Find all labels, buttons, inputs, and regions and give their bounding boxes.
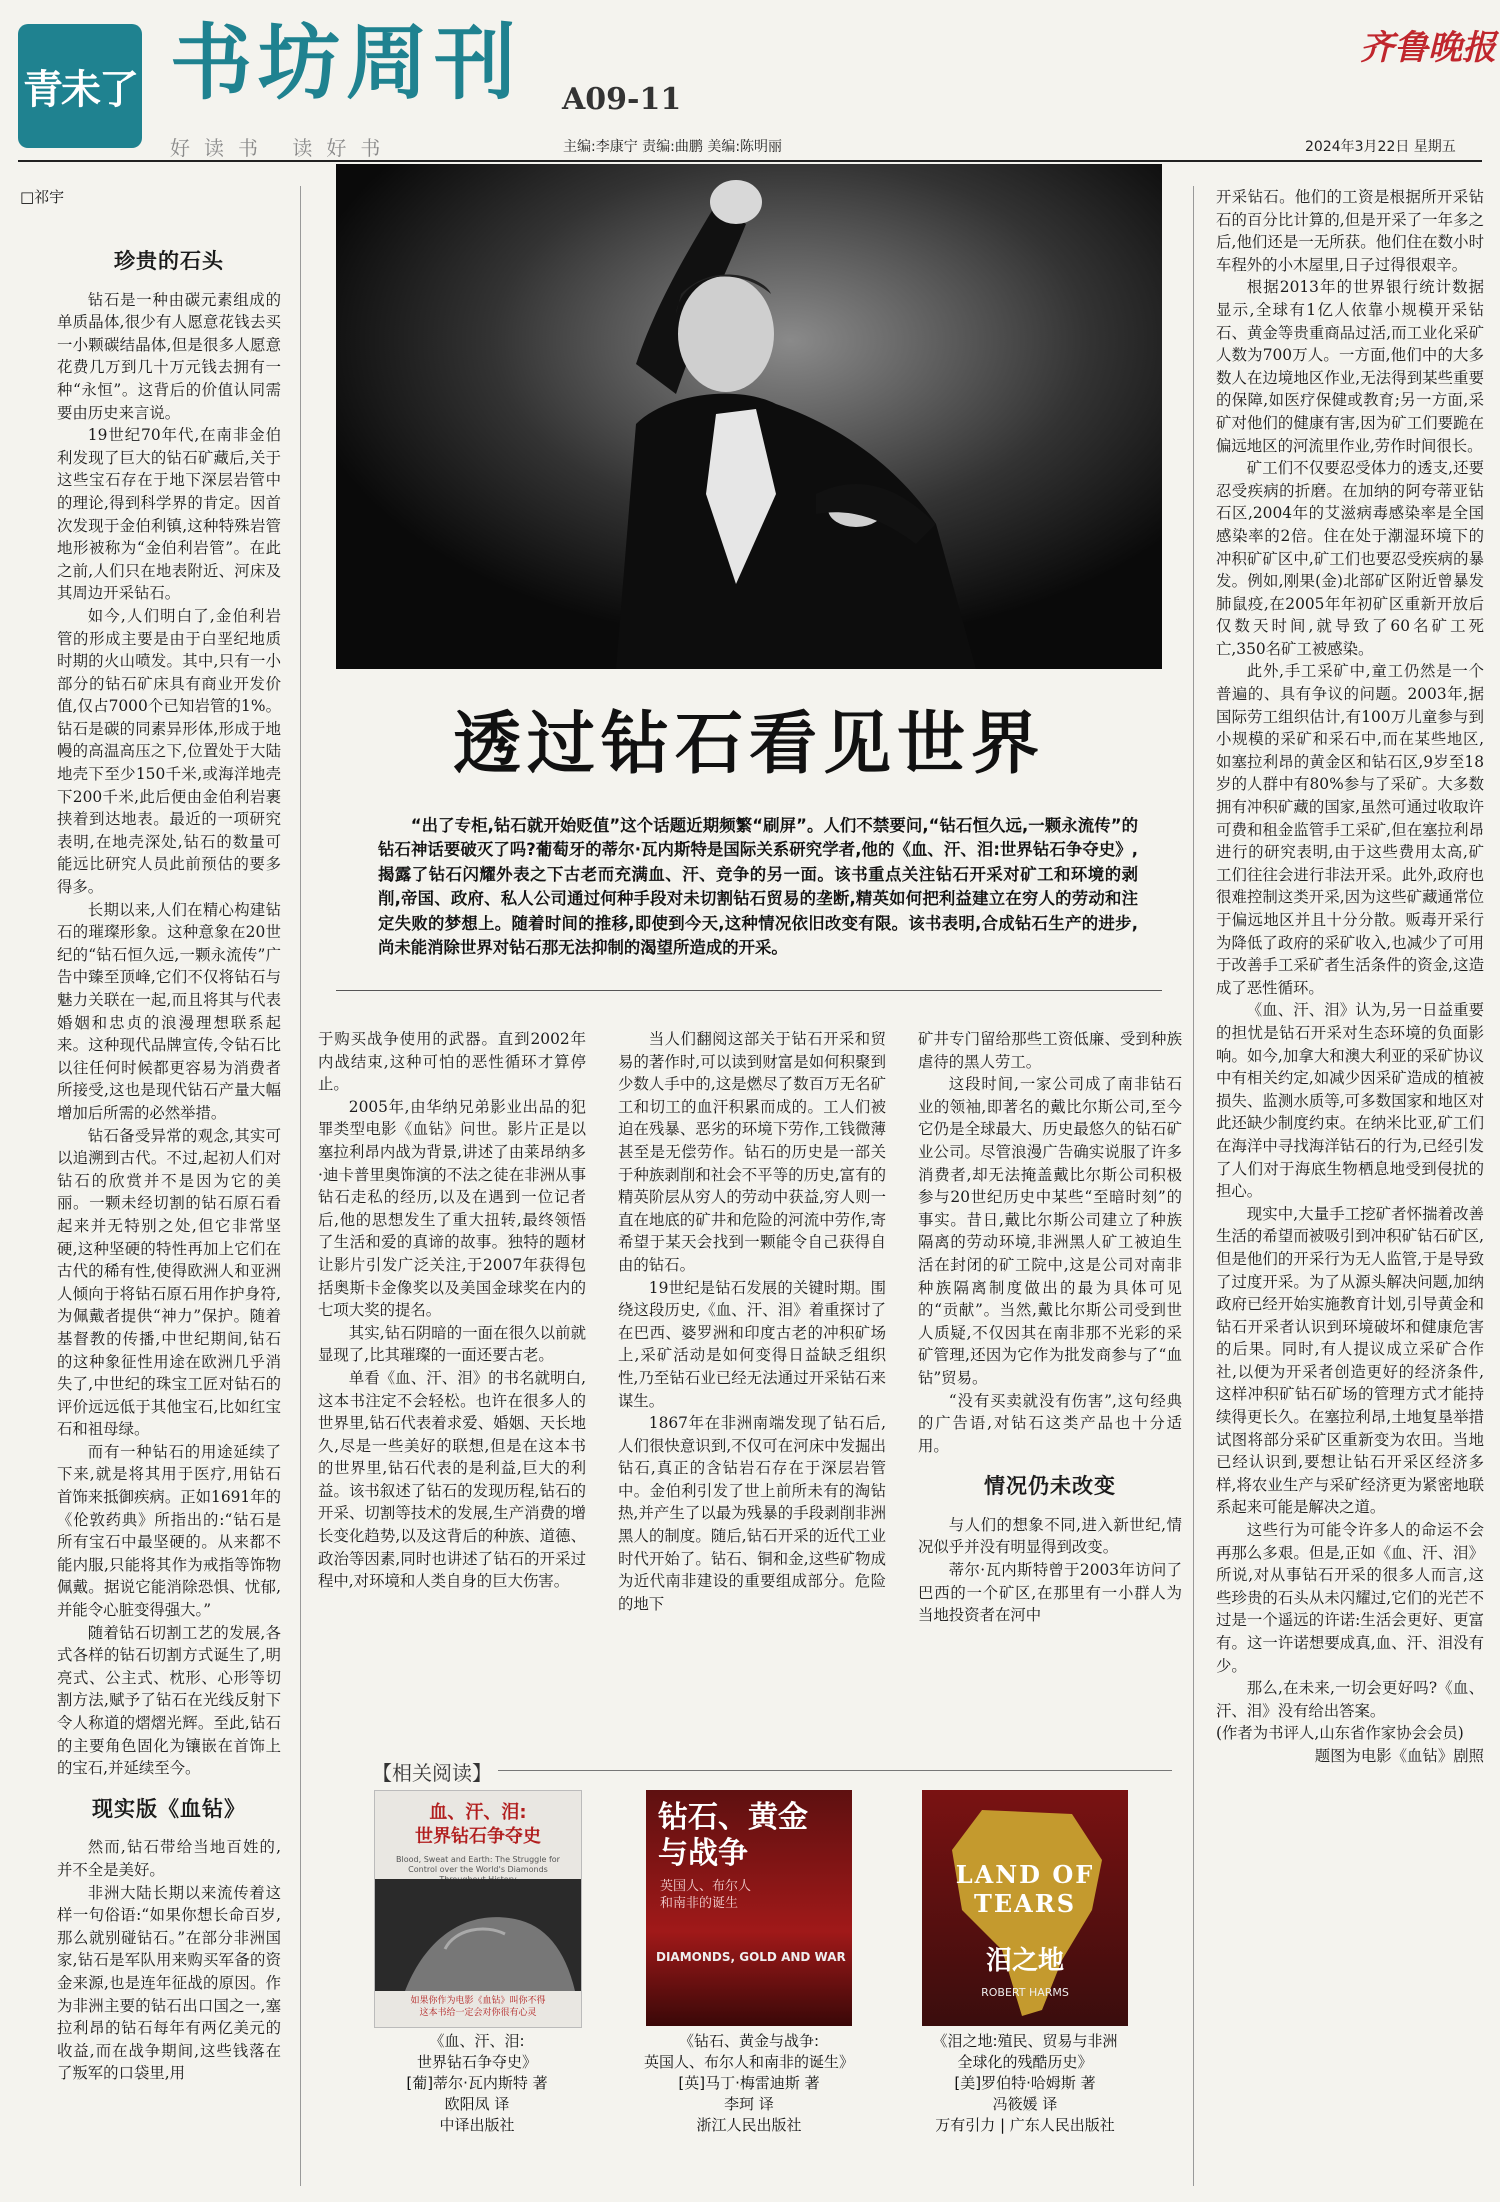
paragraph: “没有买卖就没有伤害”,这句经典的广告语,对钻石这类产品也十分适用。	[918, 1391, 1182, 1455]
photo-credit: 题图为电影《血钻》剧照	[1314, 1746, 1484, 1765]
related-reading-label: 【相关阅读】	[372, 1757, 498, 1786]
caption-line: 全球化的残酷历史》	[957, 2053, 1093, 2071]
caption-line: 《血、汗、泪:	[429, 2032, 525, 2050]
paragraph: 钻石备受异常的观念,其实可以追溯到古代。不过,起初人们对钻石的欣赏并不是因为它的美丽。一颗未经切割的钻石原石看起来并无特别之处,但它非常坚硬,这种坚硬的特性再加上它们在古代的稀有性,使得欧洲人和亚洲人倾向于将钻石原石用作护身符,为佩戴者提供“神力”保护。随着基督教的传播,中世纪期间,钻石的这种象征性用途在欧洲几乎消失了,中世纪的珠宝工匠对钻石的评价远远低于其他宝石,比如红宝石和祖母绿。	[57, 1126, 281, 1439]
subheading-unchanged: 情况仍未改变	[984, 1473, 1116, 1499]
article-column-5	[1216, 186, 1484, 1768]
caption-line: 欧阳凤 译	[444, 2095, 510, 2113]
paragraph: 开采钻石。他们的工资是根据所开采钻石的百分比计算的,但是开采了一年多之后,他们还是一无所获。他们住在数小时车程外的小木屋里,日子过得很艰辛。	[1216, 188, 1484, 274]
article-column-3	[618, 1028, 886, 1615]
paragraph: 如今,人们明白了,金伯利岩管的形成主要是由于白垩纪地质时期的火山喷发。其中,只有一小部分的钻石矿床具有商业开发价值,仅占7000个已知岩管的1%。钻石是碳的同素异形体,形成于地幔的高温高压之下,位置处于大陆地壳下至少150千米,或海洋地壳下200千米,此后便由金伯利岩裹挟着到达地表。最近的一项研究表明,在地壳深处,钻石的数量可能远比研究人员此前预估的要多得多。	[57, 606, 281, 897]
book-caption-3	[895, 2031, 1155, 2136]
paragraph: 其实,钻石阴暗的一面在很久以前就显现了,比其璀璨的一面还要古老。	[318, 1323, 586, 1365]
book-cover-title: 血、汗、泪: 世界钻石争夺史	[415, 1802, 541, 1847]
column-divider	[1193, 186, 1194, 2186]
paragraph: 此外,手工采矿中,童工仍然是一个普遍的、具有争议的问题。2003年,据国际劳工组织估计,有100万儿童参与到小规模的采矿和采石中,而在某些地区,如塞拉利昂的黄金区和钻石区,9岁至18岁的人群中有80%参与了采矿。大多数拥有冲积矿藏的国家,虽然可通过收取许可费和租金监管手工采矿,但在塞拉利昂进行的研究表明,由于这些费用太高,矿工们往往会进行非法开采。此外,政府也很难控制这类开采,因为这些矿藏通常位于偏远地区并且十分分散。贩毒开采行为降低了政府的采矿收入,也减少了可用于改善手工采矿者生活条件的资金,这造成了恶性循环。	[1216, 662, 1484, 997]
book-cover-2	[646, 1790, 852, 2026]
caption-line: 李珂 译	[724, 2095, 774, 2113]
caption-line: [葡]蒂尔·瓦内斯特 著	[406, 2074, 548, 2092]
caption-line: 万有引力 | 广东人民出版社	[935, 2116, 1115, 2134]
article-column-2	[318, 1028, 586, 1593]
paragraph: 那么,在未来,一切会更好吗?《血、汗、泪》没有给出答案。	[1216, 1679, 1484, 1720]
caption-line: 冯筱媛 译	[992, 2095, 1058, 2113]
book-cover-title: 钻石、黄金 与战争	[658, 1800, 808, 1871]
paragraph: 与人们的想象不同,进入新世纪,情况似乎并没有明显得到改变。	[918, 1515, 1182, 1557]
column-divider	[300, 186, 301, 2186]
paragraph: 1867年在非洲南端发现了钻石后,人们很快意识到,不仅可在河床中发掘出钻石,真正的含钻岩石存在于深层岩管中。金伯利引发了世上前所未有的淘钻热,并产生了以最为残暴的手段剥削非洲黑人的制度。随后,钻石开采的近代工业时代开始了。钻石、铜和金,这些矿物成为近代南非建设的重要组成部分。危险的地下	[618, 1414, 886, 1613]
paragraph: 蒂尔·瓦内斯特曾于2003年访问了巴西的一个矿区,在那里有一小群人为当地投资者在河中	[918, 1561, 1182, 1625]
author-byline: □祁宇	[20, 188, 65, 206]
conductor-figure-icon	[336, 164, 1162, 669]
paragraph: 钻石是一种由碳元素组成的单质晶体,很少有人愿意花钱去买一小颗碳结晶体,但是很多人愿意花费几万到几十万元钱去拥有一种“永恒”。这背后的价值认同需要由历史来言说。	[57, 290, 281, 422]
lead-paragraph: “出了专柜,钻石就开始贬值”这个话题近期频繁“刷屏”。人们不禁要问,“钻石恒久远,一颗永流传”的钻石神话要破灭了吗?葡萄牙的蒂尔·瓦内斯特是国际关系研究学者,他的《血、汗、泪:世界钻石争夺史》,揭露了钻石闪耀外表之下古老而充满血、汗、竞争的另一面。该书重点关注钻石开采对矿工和环境的剥削,帝国、政府、私人公司通过何种手段对未切割钻石贸易的垄断,精英如何把利益建立在穷人的劳动和注定失败的梦想上。随着时间的推移,即使到今天,这种情况依旧改变有限。该书表明,合成钻石生产的进步,尚未能消除世界对钻石那无法抑制的渴望所造成的开采。	[378, 816, 1138, 958]
issue-date: 2024年3月22日 星期五	[1305, 139, 1456, 155]
paragraph: 根据2013年的世界银行统计数据显示,全球有1亿人依靠小规模开采钻石、黄金等贵重商品过活,而工业化采矿人数为700万人。一方面,他们中的大多数人在边境地区作业,无法得到某些重要的保障,如医疗保健或教育;另一方面,采矿对他们的健康有害,因为矿工们要跪在偏远地区的河流里作业,劳作时间很长。	[1216, 278, 1484, 455]
book-caption-2	[619, 2031, 879, 2136]
paragraph: 非洲大陆长期以来流传着这样一句俗语:“如果你想长命百岁,那么就别碰钻石。”在部分非洲国家,钻石是军队用来购买军备的资金来源,也是连年征战的原因。作为非洲主要的钻石出口国之一,塞拉利昂的钻石每年有两亿美元的收益,而在战争期间,这些钱落在了叛军的口袋里,用	[57, 1883, 281, 2083]
paragraph: 矿井专门留给那些工资低廉、受到种族虐待的黑人劳工。	[918, 1030, 1182, 1071]
logo-text: 青未了	[23, 65, 137, 113]
book-cover-chinese-title: 泪之地	[985, 1946, 1064, 1976]
subheading-precious-stone: 珍贵的石头	[114, 248, 224, 273]
article-headline: 透过钻石看见世界	[452, 704, 1045, 784]
section-logo	[18, 24, 142, 148]
paragraph: 当人们翻阅这部关于钻石开采和贸易的著作时,可以读到财富是如何积聚到少数人手中的,这是燃尽了数百万无名矿工和切工的血汗积累而成的。工人们被迫在残暴、恶劣的环境下劳作,工钱微薄甚至是无偿劳作。钻石的历史是一部关于种族剥削和社会不平等的历史,富有的精英阶层从穷人的劳动中获益,穷人则一直在地底的矿井和危险的河流中劳作,寄希望于某天会找到一颗能令自己获得自由的钻石。	[618, 1030, 886, 1274]
paragraph: 随着钻石切割工艺的发展,各式各样的钻石切割方式诞生了,明亮式、公主式、枕形、心形等切割方法,赋予了钻石在光线反射下令人称道的熠熠光辉。至此,钻石的主要角色固化为镶嵌在首饰上的宝石,并延续至今。	[57, 1623, 281, 1778]
caption-line: 英国人、布尔人和南非的诞生》	[643, 2053, 854, 2071]
book-cover-1	[374, 1790, 582, 2028]
book-cover-subtitle: 英国人、布尔人 和南非的诞生	[660, 1879, 752, 1911]
caption-line: [英]马丁·梅雷迪斯 著	[678, 2074, 820, 2092]
newspaper-brand: 齐鲁晚报	[1360, 28, 1496, 68]
paragraph: 19世纪是钻石发展的关键时期。围绕这段历史,《血、汗、泪》着重探讨了在巴西、婆罗洲和印度古老的冲积矿场上,采矿活动是如何变得日益缺乏组织性,乃至钻石业已经无法通过开采钻石来谋生。	[618, 1278, 886, 1410]
hand-illustration-icon	[375, 1879, 581, 1991]
book-cover-tagline: 如果你作为电影《血钻》叫你不得 这本书给一定会对你很有心灵	[410, 1996, 546, 2018]
book-cover-author: ROBERT HARMS	[981, 1986, 1069, 1999]
article-column-4	[918, 1028, 1182, 1627]
author-note: (作者为书评人,山东省作家协会会员)	[1216, 1724, 1464, 1743]
paragraph: 现实中,大量手工挖矿者怀揣着改善生活的希望而被吸引到冲积矿钻石矿区,但是他们的开采行为无人监管,于是导致了过度开采。为了从源头解决问题,加纳政府已经开始实施教育计划,引导黄金和钻石开采者认识到环境破坏和健康危害的后果。同时,有人提议成立采矿合作社,以便为开采者创造更好的经济条件,这样冲积矿钻石矿场的管理方式才能持续得更长久。在塞拉利昂,土地复垦举措试图将部分采矿区重新变为农田。当地已经认识到,要想让钻石开采区经济多样,将农业生产与采矿经济更为紧密地联系起来可能是解决之道。	[1216, 1204, 1484, 1517]
subheading-blood-diamond: 现实版《血钻》	[92, 1795, 246, 1821]
caption-line: 中译出版社	[439, 2116, 515, 2134]
book-cover-3	[922, 1790, 1128, 2026]
book-cover-subtitle: Blood, Sweat and Earth: The Struggle for Control over the World's Diamonds	[396, 1855, 560, 1874]
slogan: 好读书 读好书	[170, 136, 395, 160]
book-cover-title: LAND OF TEARS	[955, 1860, 1095, 1918]
paragraph: 这些行为可能令许多人的命运不会再那么多艰。但是,正如《血、汗、泪》所说,对从事钻石开采的很多人而言,这些珍贵的石头从未闪耀过,它们的光芒不过是一个遥远的许诺:生活会更好、更富有。这一许诺想要成真,血、汗、泪没有少。	[1216, 1521, 1484, 1675]
paragraph: 《血、汗、泪》认为,另一日益重要的担忧是钻石开采对生态环境的负面影响。如今,加拿大和澳大利亚的采矿协议中有相关约定,如减少因采矿造成的植被损失、监测水质等,可多数国家和地区对此还缺少制度约束。在纳米比亚,矿工们在海洋中寻找海洋钻石的行为,已经引发了人们对于海底生物栖息地受到侵扰的担心。	[1216, 1001, 1484, 1201]
book-caption-1	[347, 2031, 607, 2136]
article-lead	[378, 814, 1138, 960]
paragraph: 19世纪70年代,在南非金伯利发现了巨大的钻石矿藏后,关于这些宝石存在于地下深层岩管中的理论,得到科学界的肯定。因首次发现于金伯利镇,这种特殊岩管地形被称为“金伯利岩管”。在此之前,人们只在地表附近、河床及其周边开采钻石。	[57, 426, 281, 603]
lead-rule	[336, 990, 1162, 991]
caption-line: [美]罗伯特·哈姆斯 著	[954, 2074, 1096, 2092]
paragraph: 然而,钻石带给当地百姓的,并不全是美好。	[57, 1838, 281, 1879]
paragraph: 这段时间,一家公司成了南非钻石业的领袖,即著名的戴比尔斯公司,至今它仍是全球最大、历史最悠久的钻石矿业公司。尽管浪漫广告确实说服了许多消费者,却无法掩盖戴比尔斯公司积极参与20世纪历史中某些“至暗时刻”的事实。昔日,戴比尔斯公司建立了种族隔离的劳动环境,非洲黑人矿工被迫生活在封闭的矿工院中,这是公司对南非种族隔离制度做出的最为具体可见的“贡献”。当然,戴比尔斯公司受到世人质疑,不仅因其在南非那不光彩的采矿管理,还因为它作为批发商参与了“血钻”贸易。	[918, 1075, 1182, 1387]
paragraph: 矿工们不仅要忍受体力的透支,还要忍受疾病的折磨。在加纳的阿夸蒂亚钻石区,2004年的艾滋病毒感染率是全国感染率的2倍。住在处于潮湿环境下的冲积矿矿区中,矿工们也要忍受疾病的暴发。例如,刚果(金)北部矿区附近曾暴发肺鼠疫,在2005年年初矿区重新开放后仅数天时间,就导致了60名矿工死亡,350名矿工被感染。	[1216, 459, 1484, 658]
caption-line: 浙江人民出版社	[696, 2116, 802, 2134]
paragraph: 长期以来,人们在精心构建钻石的璀璨形象。这种意象在20世纪的“钻石恒久远,一颗永流传”广告中臻至顶峰,它们不仅将钻石与魅力关联在一起,而且将其与代表婚姻和忠贞的浪漫理想联系起来。这种现代品牌宣传,令钻石比以往任何时候都更容易为消费者所接受,这也是现代钻石产量大幅增加后所需的必然举措。	[57, 900, 281, 1122]
editors-line: 主编:李康宁 责编:曲鹏 美编:陈明丽	[563, 139, 783, 155]
article-column-1	[57, 222, 281, 2085]
masthead-title: 书坊周刊	[170, 16, 523, 111]
caption-line: 《钻石、黄金与战争:	[678, 2032, 820, 2050]
paragraph: 而有一种钻石的用途延续了下来,就是将其用于医疗,用钻石首饰来抵御疾病。正如1691年的《伦敦药典》所指出的:“钻石是所有宝石中最坚硬的。从来都不能内服,只能将其作为戒指等饰物佩戴。据说它能消除恐惧、忧郁,并能令心脏变得强大。”	[57, 1442, 281, 1620]
book-cover-english-title: DIAMONDS, GOLD AND WAR	[656, 1950, 846, 1964]
caption-line: 《泪之地:殖民、贸易与非洲	[932, 2032, 1118, 2050]
paragraph: 于购买战争使用的武器。直到2002年内战结束,这种可怕的恶性循环才算停止。	[318, 1030, 586, 1094]
caption-line: 世界钻石争夺史》	[416, 2053, 537, 2071]
movie-still-photo	[336, 164, 1162, 669]
header-rule	[18, 160, 1482, 162]
paragraph: 2005年,由华纳兄弟影业出品的犯罪类型电影《血钻》问世。影片正是以塞拉利昂内战为背景,讲述了由莱昂纳多·迪卡普里奥饰演的不法之徒在非洲从事钻石走私的经历,以及在遇到一位记者后,他的思想发生了重大扭转,最终领悟了生活和爱的真谛的故事。独特的题材让影片引发广泛关注,于2007年获得包括奥斯卡金像奖以及美国金球奖在内的七项大奖的提名。	[318, 1097, 586, 1320]
paragraph: 单看《血、汗、泪》的书名就明白,这本书注定不会轻松。也许在很多人的世界里,钻石代表着求爱、婚姻、天长地久,尽是一些美好的联想,但是在这本书的世界里,钻石代表的是利益,巨大的利益。该书叙述了钻石的发现历程,钻石的开采、切割等技术的发展,生产消费的增长变化趋势,以及这背后的种族、道德、政治等因素,同时也讲述了钻石的开采过程中,对环境和人类自身的巨大伤害。	[318, 1368, 586, 1591]
page-range: A09-11	[562, 82, 682, 117]
